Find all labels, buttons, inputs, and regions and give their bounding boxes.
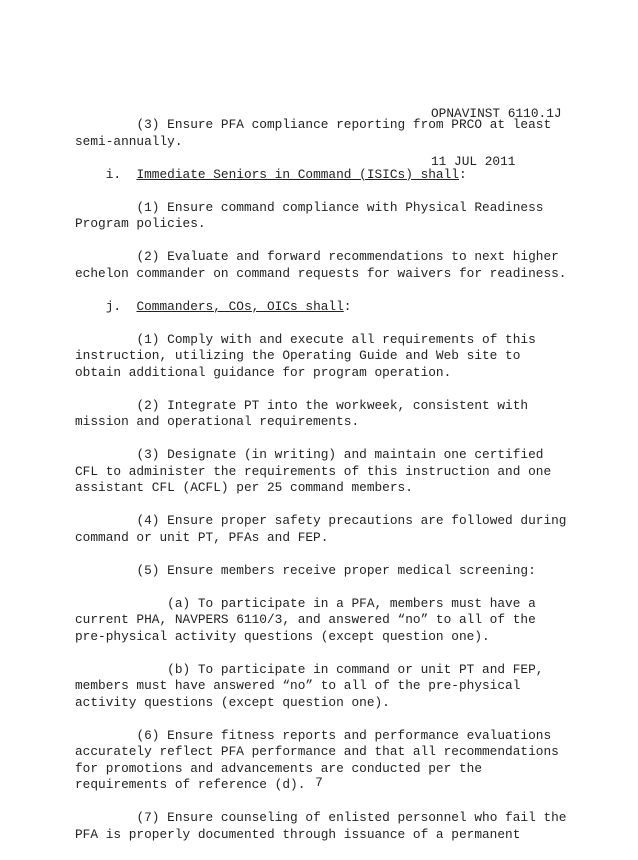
document-body bbox=[75, 117, 575, 860]
section-title-commanders: Commanders, COs, OICs shall bbox=[136, 298, 344, 314]
section-colon: : bbox=[343, 298, 352, 314]
paragraph-commanders-5b: (b) To participate in command or unit PT and FEP, members must have answered “no” to all of the pre-physical activity questions (except question one). bbox=[75, 661, 544, 710]
paragraph-commanders-4: (4) Ensure proper safety precautions are followed during command or unit PT, PFAs and FEP. bbox=[75, 513, 567, 545]
section-heading-commanders bbox=[75, 299, 575, 316]
instruction-number: OPNAVINST 6110.1J bbox=[431, 106, 562, 121]
paragraph-isics-2: (2) Evaluate and forward recommendations to next higher echelon commander on command requests for waivers for readiness. bbox=[75, 249, 567, 281]
page-number: 7 bbox=[315, 775, 323, 790]
section-colon: : bbox=[458, 166, 467, 182]
paragraph-isics-1: (1) Ensure command compliance with Physical Readiness Program policies. bbox=[75, 199, 544, 231]
paragraph-commanders-3: (3) Designate (in writing) and maintain one certified CFL to administer the requirements of this instruction and one assistant CFL (ACFL) per 25 command members. bbox=[75, 447, 552, 495]
paragraph-commanders-7: (7) Ensure counseling of enlisted personnel who fail the PFA is properly documented through issuance of a permanent bbox=[75, 810, 567, 842]
section-heading-isics bbox=[75, 167, 575, 184]
paragraph-commanders-5: (5) Ensure members receive proper medical screening: bbox=[75, 562, 536, 578]
instruction-date: 11 JUL 2011 bbox=[431, 154, 516, 169]
section-letter-j: j. bbox=[75, 298, 137, 314]
paragraph-commanders-1: (1) Comply with and execute all requirements of this instruction, utilizing the Operating Guide and Web site to obtain additional guidance for program operation. bbox=[75, 331, 536, 380]
section-letter-i: i. bbox=[75, 166, 137, 182]
paragraph-commanders-6: (6) Ensure fitness reports and performance evaluations accurately reflect PFA performance and that all recommendations for promotions and advancements are conducted per the requirements of reference (d). bbox=[75, 727, 559, 792]
paragraph-3-prco-reporting: (3) Ensure PFA compliance reporting from PRCO at least semi-annually. bbox=[75, 117, 552, 149]
paragraph-commanders-2: (2) Integrate PT into the workweek, consistent with mission and operational requirements. bbox=[75, 397, 529, 429]
section-title-isics: Immediate Seniors in Command (ISICs) shall bbox=[136, 166, 459, 182]
paragraph-commanders-5a: (a) To participate in a PFA, members must have a current PHA, NAVPERS 6110/3, and answered “no” to all of the pre-physical activity questions (except question one). bbox=[75, 595, 536, 644]
